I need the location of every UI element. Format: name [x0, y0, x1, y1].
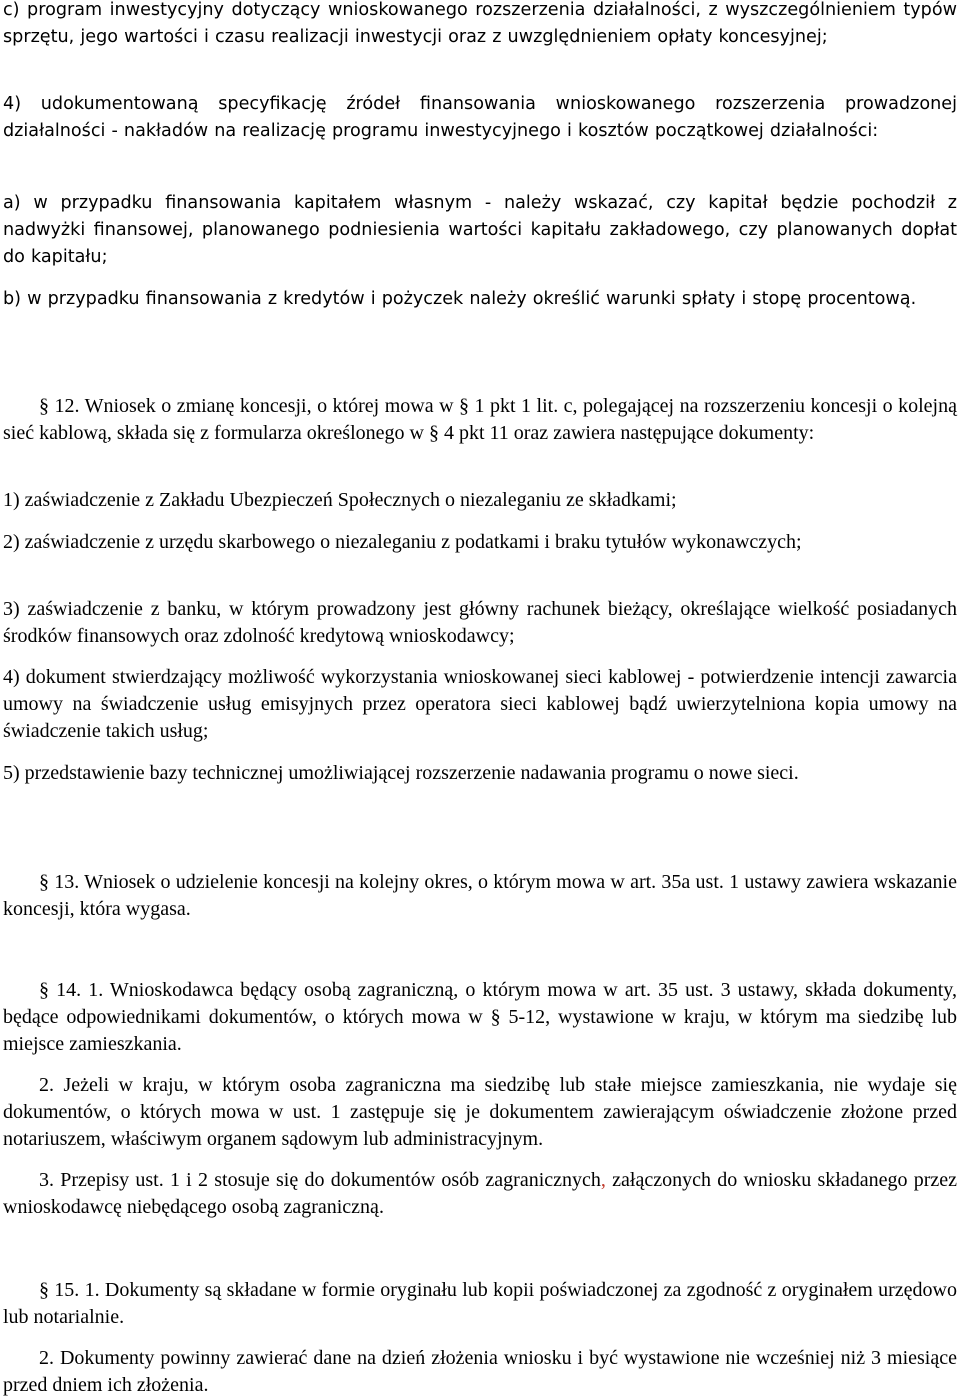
section-12-item-3: 3) zaświadczenie z banku, w którym prowadzony jest główny rachunek bieżący, określające wielkość posiadanych środków finansowych oraz zdolność kredytową wnioskodawcy; [3, 598, 957, 647]
section-15-paragraph-1: § 15. 1. Dokumenty są składane w formie oryginału lub kopii poświadczonej za zgodność z oryginałem urzędowo lub notarialnie. [3, 1279, 957, 1328]
section-12-paragraph: § 12. Wniosek o zmianę koncesji, o której mowa w § 1 pkt 1 lit. c, polegającej na rozszerzeniu koncesji o kolejną sieć kablową, składa się z formularza określonego w § 4 pkt 11 oraz zawiera następujące dokumenty: [3, 395, 957, 444]
item-c-investment-program: c) program inwestycyjny dotyczący wnioskowanego rozszerzenia działalności, z wyszczególnieniem typów sprzętu, jego wartości i czasu realizacji inwestycji oraz z uwzględnieniem opłaty koncesyjnej; [3, 0, 957, 47]
item-a-own-capital: a) w przypadku finansowania kapitałem własnym - należy wskazać, czy kapitał będzie pochodził z nadwyżki finansowej, planowanego podniesienia wartości kapitału zakładowego, czy planowanych dopłat do kapitału; [3, 193, 957, 267]
section-14-paragraph-3-part-1: 3. Przepisy ust. 1 i 2 stosuje się do dokumentów osób zagranicznych [39, 1169, 601, 1191]
section-15-paragraph-2: 2. Dokumenty powinny zawierać dane na dzień złożenia wniosku i być wystawione nie wcześniej niż 3 miesiące przed dniem ich złożenia. [3, 1347, 957, 1396]
item-4-financing-specification: 4) udokumentowaną specyfikację źródeł finansowania wnioskowanego rozszerzenia prowadzonej działalności - nakładów na realizację programu inwestycyjnego i kosztów początkowej działalności: [3, 94, 957, 141]
section-13-paragraph: § 13. Wniosek o udzielenie koncesji na kolejny okres, o którym mowa w art. 35a ust. 1 ustawy zawiera wskazanie koncesji, która wygasa. [3, 871, 957, 920]
section-14-paragraph-1: § 14. 1. Wnioskodawca będący osobą zagraniczną, o którym mowa w art. 35 ust. 3 ustawy, składa dokumenty, będące odpowiednikami dokumentów, o których mowa w § 5-12, wystawione w kraju, w którym ma siedzibę lub miejsce zamieszkania. [3, 979, 957, 1055]
item-b-credits-loans: b) w przypadku finansowania z kredytów i pożyczek należy określić warunki spłaty i stopę procentową. [3, 289, 917, 309]
section-14-paragraph-3 [3, 1167, 957, 1221]
section-12-item-4: 4) dokument stwierdzający możliwość wykorzystania wnioskowanej sieci kablowej - potwierdzenie intencji zawarcia umowy na świadczenie usług emisyjnych przez operatora sieci kablowej bądź uwierzytelniona kopia umowy na świadczenie takich usług; [3, 666, 957, 742]
red-comma: , [600, 1169, 606, 1191]
section-12-item-5: 5) przedstawienie bazy technicznej umożliwiającej rozszerzenie nadawania programu o nowe sieci. [3, 762, 799, 784]
section-12-item-1: 1) zaświadczenie z Zakładu Ubezpieczeń Społecznych o niezaleganiu ze składkami; [3, 489, 677, 511]
section-14-paragraph-3-part-2: załączonych do wniosku składanego przez wnioskodawcę niebędącego osobą zagraniczną. [3, 1169, 957, 1218]
section-12-item-2: 2) zaświadczenie z urzędu skarbowego o niezaleganiu z podatkami i braku tytułów wykonawczych; [3, 531, 802, 553]
section-14-paragraph-2: 2. Jeżeli w kraju, w którym osoba zagraniczna ma siedzibę lub stałe miejsce zamieszkania, nie wydaje się dokumentów, o których mowa w ust. 1 zastępuje się je dokumentem zawierającym oświadczenie złożone przed notariuszem, właściwym organem sądowym lub administracyjnym. [3, 1074, 957, 1150]
